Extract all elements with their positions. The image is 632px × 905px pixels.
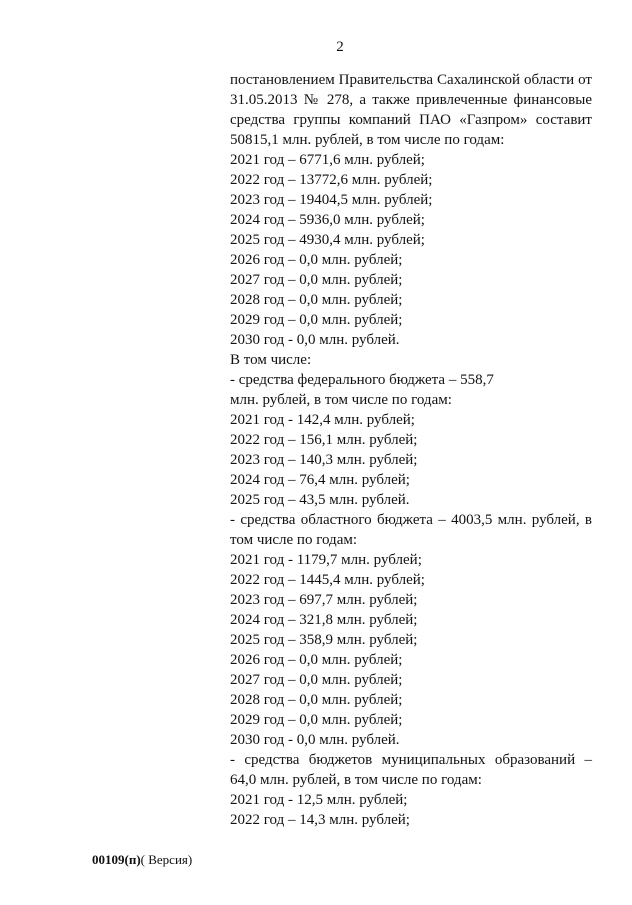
list-item: 2029 год – 0,0 млн. рублей; [230, 712, 403, 728]
list-item: 2022 год – 156,1 млн. рублей; [230, 432, 418, 448]
list-item: 2024 год – 76,4 млн. рублей; [230, 472, 410, 488]
regional-section [230, 510, 592, 750]
municipal-section [230, 750, 592, 830]
list-item: 2021 год – 6771,6 млн. рублей; [230, 152, 425, 168]
page-number: 2 [336, 39, 344, 55]
list-item: 2021 год - 1179,7 млн. рублей; [230, 552, 422, 568]
regional-heading: - средства областного бюджета – 4003,5 млн. рублей, в том числе по годам: [230, 512, 592, 548]
list-item: 2024 год – 321,8 млн. рублей; [230, 612, 418, 628]
list-item: 2029 год – 0,0 млн. рублей; [230, 312, 403, 328]
list-item: 2023 год – 697,7 млн. рублей; [230, 592, 418, 608]
list-item: 2028 год – 0,0 млн. рублей; [230, 692, 403, 708]
including-label: В том числе: [230, 352, 312, 368]
list-item: 2030 год - 0,0 млн. рублей. [230, 732, 400, 748]
document-version: ( Версия) [140, 852, 193, 867]
federal-heading: - средства федерального бюджета – 558,7 млн. рублей, в том числе по годам: [230, 372, 494, 408]
federal-section [230, 370, 592, 510]
list-item: 2027 год – 0,0 млн. рублей; [230, 272, 403, 288]
list-item: 2030 год - 0,0 млн. рублей. [230, 332, 400, 348]
list-item: 2021 год - 12,5 млн. рублей; [230, 792, 408, 808]
list-item: 2026 год – 0,0 млн. рублей; [230, 252, 403, 268]
list-item: 2025 год – 358,9 млн. рублей; [230, 632, 418, 648]
list-item: 2022 год – 1445,4 млн. рублей; [230, 572, 425, 588]
list-item: 2025 год – 43,5 млн. рублей. [230, 492, 410, 508]
list-item: 2024 год – 5936,0 млн. рублей; [230, 212, 425, 228]
municipal-heading: - средства бюджетов муниципальных образований – 64,0 млн. рублей, в том числе по годам: [230, 752, 592, 788]
list-item: 2026 год – 0,0 млн. рублей; [230, 652, 403, 668]
list-item: 2028 год – 0,0 млн. рублей; [230, 292, 403, 308]
list-item: 2021 год - 142,4 млн. рублей; [230, 412, 415, 428]
list-item: 2023 год – 19404,5 млн. рублей; [230, 192, 433, 208]
list-item: 2023 год – 140,3 млн. рублей; [230, 452, 418, 468]
list-item: 2027 год – 0,0 млн. рублей; [230, 672, 403, 688]
intro-paragraph: постановлением Правительства Сахалинской области от 31.05.2013 № 278, а также привлеченные финансовые средства группы компаний ПАО «Газпром» составит 50815,1 млн. рублей, в том числе по годам: [230, 72, 592, 148]
list-item: 2022 год – 14,3 млн. рублей; [230, 812, 410, 828]
total-by-year-list [230, 150, 592, 350]
list-item: 2025 год – 4930,4 млн. рублей; [230, 232, 425, 248]
document-footer [92, 852, 192, 868]
list-item: 2022 год – 13772,6 млн. рублей; [230, 172, 433, 188]
document-body [230, 70, 592, 830]
document-code: 00109(п) [92, 852, 141, 867]
